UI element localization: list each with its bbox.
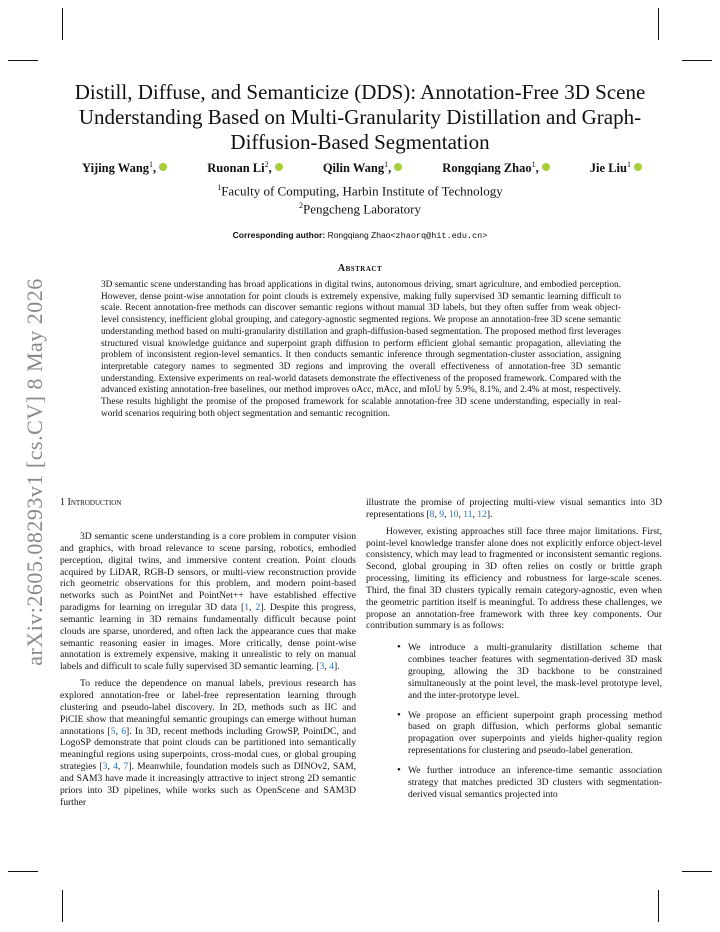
author-name: Jie Liu$^1$ [590,160,642,176]
orcid-icon[interactable] [275,163,283,171]
citation-link[interactable]: 1 [244,602,250,614]
arxiv-sidebar-stamp [20,262,50,682]
citation-link[interactable]: 4 [113,761,118,773]
corresponding-author: Corresponding author: Rongqiang Zhao<zhaorq@hit.edu.cn> [232,230,488,241]
citation-link[interactable]: 5 [110,725,116,737]
crop-mark [658,8,659,40]
orcid-icon[interactable] [542,163,550,171]
citation-link[interactable]: 12 [477,508,487,520]
author-name: Qilin Wang$^1$, [323,160,402,176]
affiliation-1: $^1$Faculty of Computing, Harbin Institute of Technology [217,183,503,199]
crop-mark [682,60,712,61]
crop-mark [8,871,38,872]
contribution-item: • We propose an efficient superpoint graph processing method based on graph diffusion, which performs global semantic propagation over superpoints and yields higher-quality region representations for clustering and pseudo-label generation. [408,710,662,757]
citation-link[interactable]: 7 [123,761,129,773]
crop-mark [62,8,63,40]
affiliation-2: $^2$Pengcheng Laboratory [298,201,422,217]
crop-mark [62,890,63,922]
left-column [60,531,356,808]
author-name: Rongqiang Zhao$^1$, [442,160,549,176]
citation-link[interactable]: 10 [448,508,459,520]
contribution-item: • We introduce a multi-granularity distillation scheme that combines teacher features with segmentation-derived 3D mask grouping, allowing the 3D backbone to be constrained simultaneously at the point level, the mask-level prototype level, and the inter-prototype level. [408,642,662,701]
crop-mark [8,60,38,61]
abstract-heading: Abstract [337,263,383,274]
author-list [82,160,642,176]
right-column [366,497,662,808]
orcid-icon[interactable] [394,163,402,171]
contribution-list [366,642,662,800]
corresponding-email[interactable]: <zhaorq@hit.edu.cn> [390,231,488,241]
citation-link[interactable]: 6 [121,725,127,737]
paper-title: Distill, Diffuse, and Semanticize (DDS): Annotation-Free 3D Scene Understanding Based on Multi-Granularity Distillation and Graph-Diffusion-Based Segmentation [74,80,646,154]
citation-link[interactable]: 8 [429,508,435,520]
orcid-icon[interactable] [634,163,642,171]
citation-link[interactable]: 9 [439,508,445,520]
citation-link[interactable]: 3 [102,761,108,773]
abstract-text: 3D semantic scene understanding has broad applications in digital twins, autonomous driving, smart agriculture, and embodied perception. However, dense point-wise annotation for point clouds is extremely expensive, making fully supervised 3D semantic learning difficult to scale. Recent annotation-free methods can discover semantic regions without manual 3D labels, but they often suffer from weak object-level consistency, inefficient global grouping, and category-agnostic segmented regions. We propose an annotation-free 3D scene semantic understanding method based on multi-granularity distillation and graph-diffusion-based segmentation. The proposed method first leverages structured visual knowledge guidance and superpoint graph diffusion to perform efficient global semantic propagation, alleviating the problem of inconsistent region-level semantics. It then conducts semantic inference through segmentation-cluster association, assigning interpretable category names to segmented 3D regions and improving the overall effectiveness of annotation-free 3D semantic understanding. Extensive experiments on real-world datasets demonstrate the effectiveness of the proposed framework. Compared with the advanced existing annotation-free baselines, our method improves oAcc, mAcc, and mIoU by 5.9%, 8.1%, and 2.4% at most, respectively. These results highlight the promise of the proposed framework for scalable annotation-free 3D scene understanding, especially in real-world scenarios requiring both object segmentation and semantic recognition. [101,280,621,419]
citation-link[interactable]: 4 [329,661,334,673]
section-heading-introduction: 1 Introduction [60,497,122,508]
citation-link[interactable]: 2 [255,602,261,614]
crop-mark [682,871,712,872]
intro-paragraph-2: To reduce the dependence on manual labels, previous research has explored annotation-free or label-free representation learning through clustering and pseudo-label discovery. In 2D, methods such as IIC and PiCIE show that meaningful semantic groupings can emerge without human annotations [5, 6]. In 3D, recent methods including GrowSP, PointDC, and LogoSP demonstrate that point clouds can be partitioned into semantically meaningful regions using superpoints, cross-modal cues, or global grouping strategies [3, 4, 7]. Meanwhile, foundation models such as DINOv2, SAM, and SAM3 have made it increasingly attractive to inject strong 2D semantic priors into 3D pipelines, while works such as OpenScene and SAM3D further [60,678,357,808]
contribution-item: • We further introduce an inference-time semantic association strategy that matches predicted 3D clusters with segmentation-derived visual semantics projected into [408,765,662,801]
intro-paragraph-1: 3D semantic scene understanding is a core problem in computer vision and graphics, with broad relevance to scene parsing, robotics, embodied perception, digital twins, and immersive content creation. Point clouds acquired by LiDAR, RGB-D sensors, or multi-view reconstruction provide rich geometric observations for this problem, and modern point-based networks such as PointNet and PointNet++ have established effective paradigms for learning on irregular 3D data [1, 2]. Despite this progress, semantic learning in 3D remains fundamentally difficult because point clouds are sparse, unordered, and often lack the appearance cues that make semantic reasoning easier in images. More critically, dense point-wise annotation is extremely expensive, making it unrealistic to rely on manual labels and difficult to scale fully supervised 3D semantic learning. [3, 4]. [60,531,356,673]
author-name: Ruonan Li$^2$, [207,160,282,176]
citation-link[interactable]: 3 [319,661,325,673]
orcid-icon[interactable] [159,163,167,171]
author-name: Yijing Wang$^1$, [82,160,167,176]
arxiv-id: arXiv:2605.08293v1 [cs.CV] 8 May 2026 [22,278,47,666]
crop-mark [658,890,659,922]
citation-link[interactable]: 11 [463,508,473,520]
intro-paragraph-3: However, existing approaches still face three major limitations. First, point-level knowledge transfer alone does not explicitly enforce object-level consistency, which may lead to fragmented or inconsistent semantic regions. Second, global grouping in 3D often relies on costly or brittle graph processing, limiting its efficiency and robustness for large-scale scenes. Third, the final 3D clusters typically remain category-agnostic, even when the geometric partition itself is meaningful. To address these challenges, we propose an annotation-free framework with three key components. Our contribution summary is as follows: [366,525,662,632]
intro-paragraph-2-continued: illustrate the promise of projecting multi-view visual semantics into 3D representations [8, 9, 10, 11, 12]. [366,497,662,520]
